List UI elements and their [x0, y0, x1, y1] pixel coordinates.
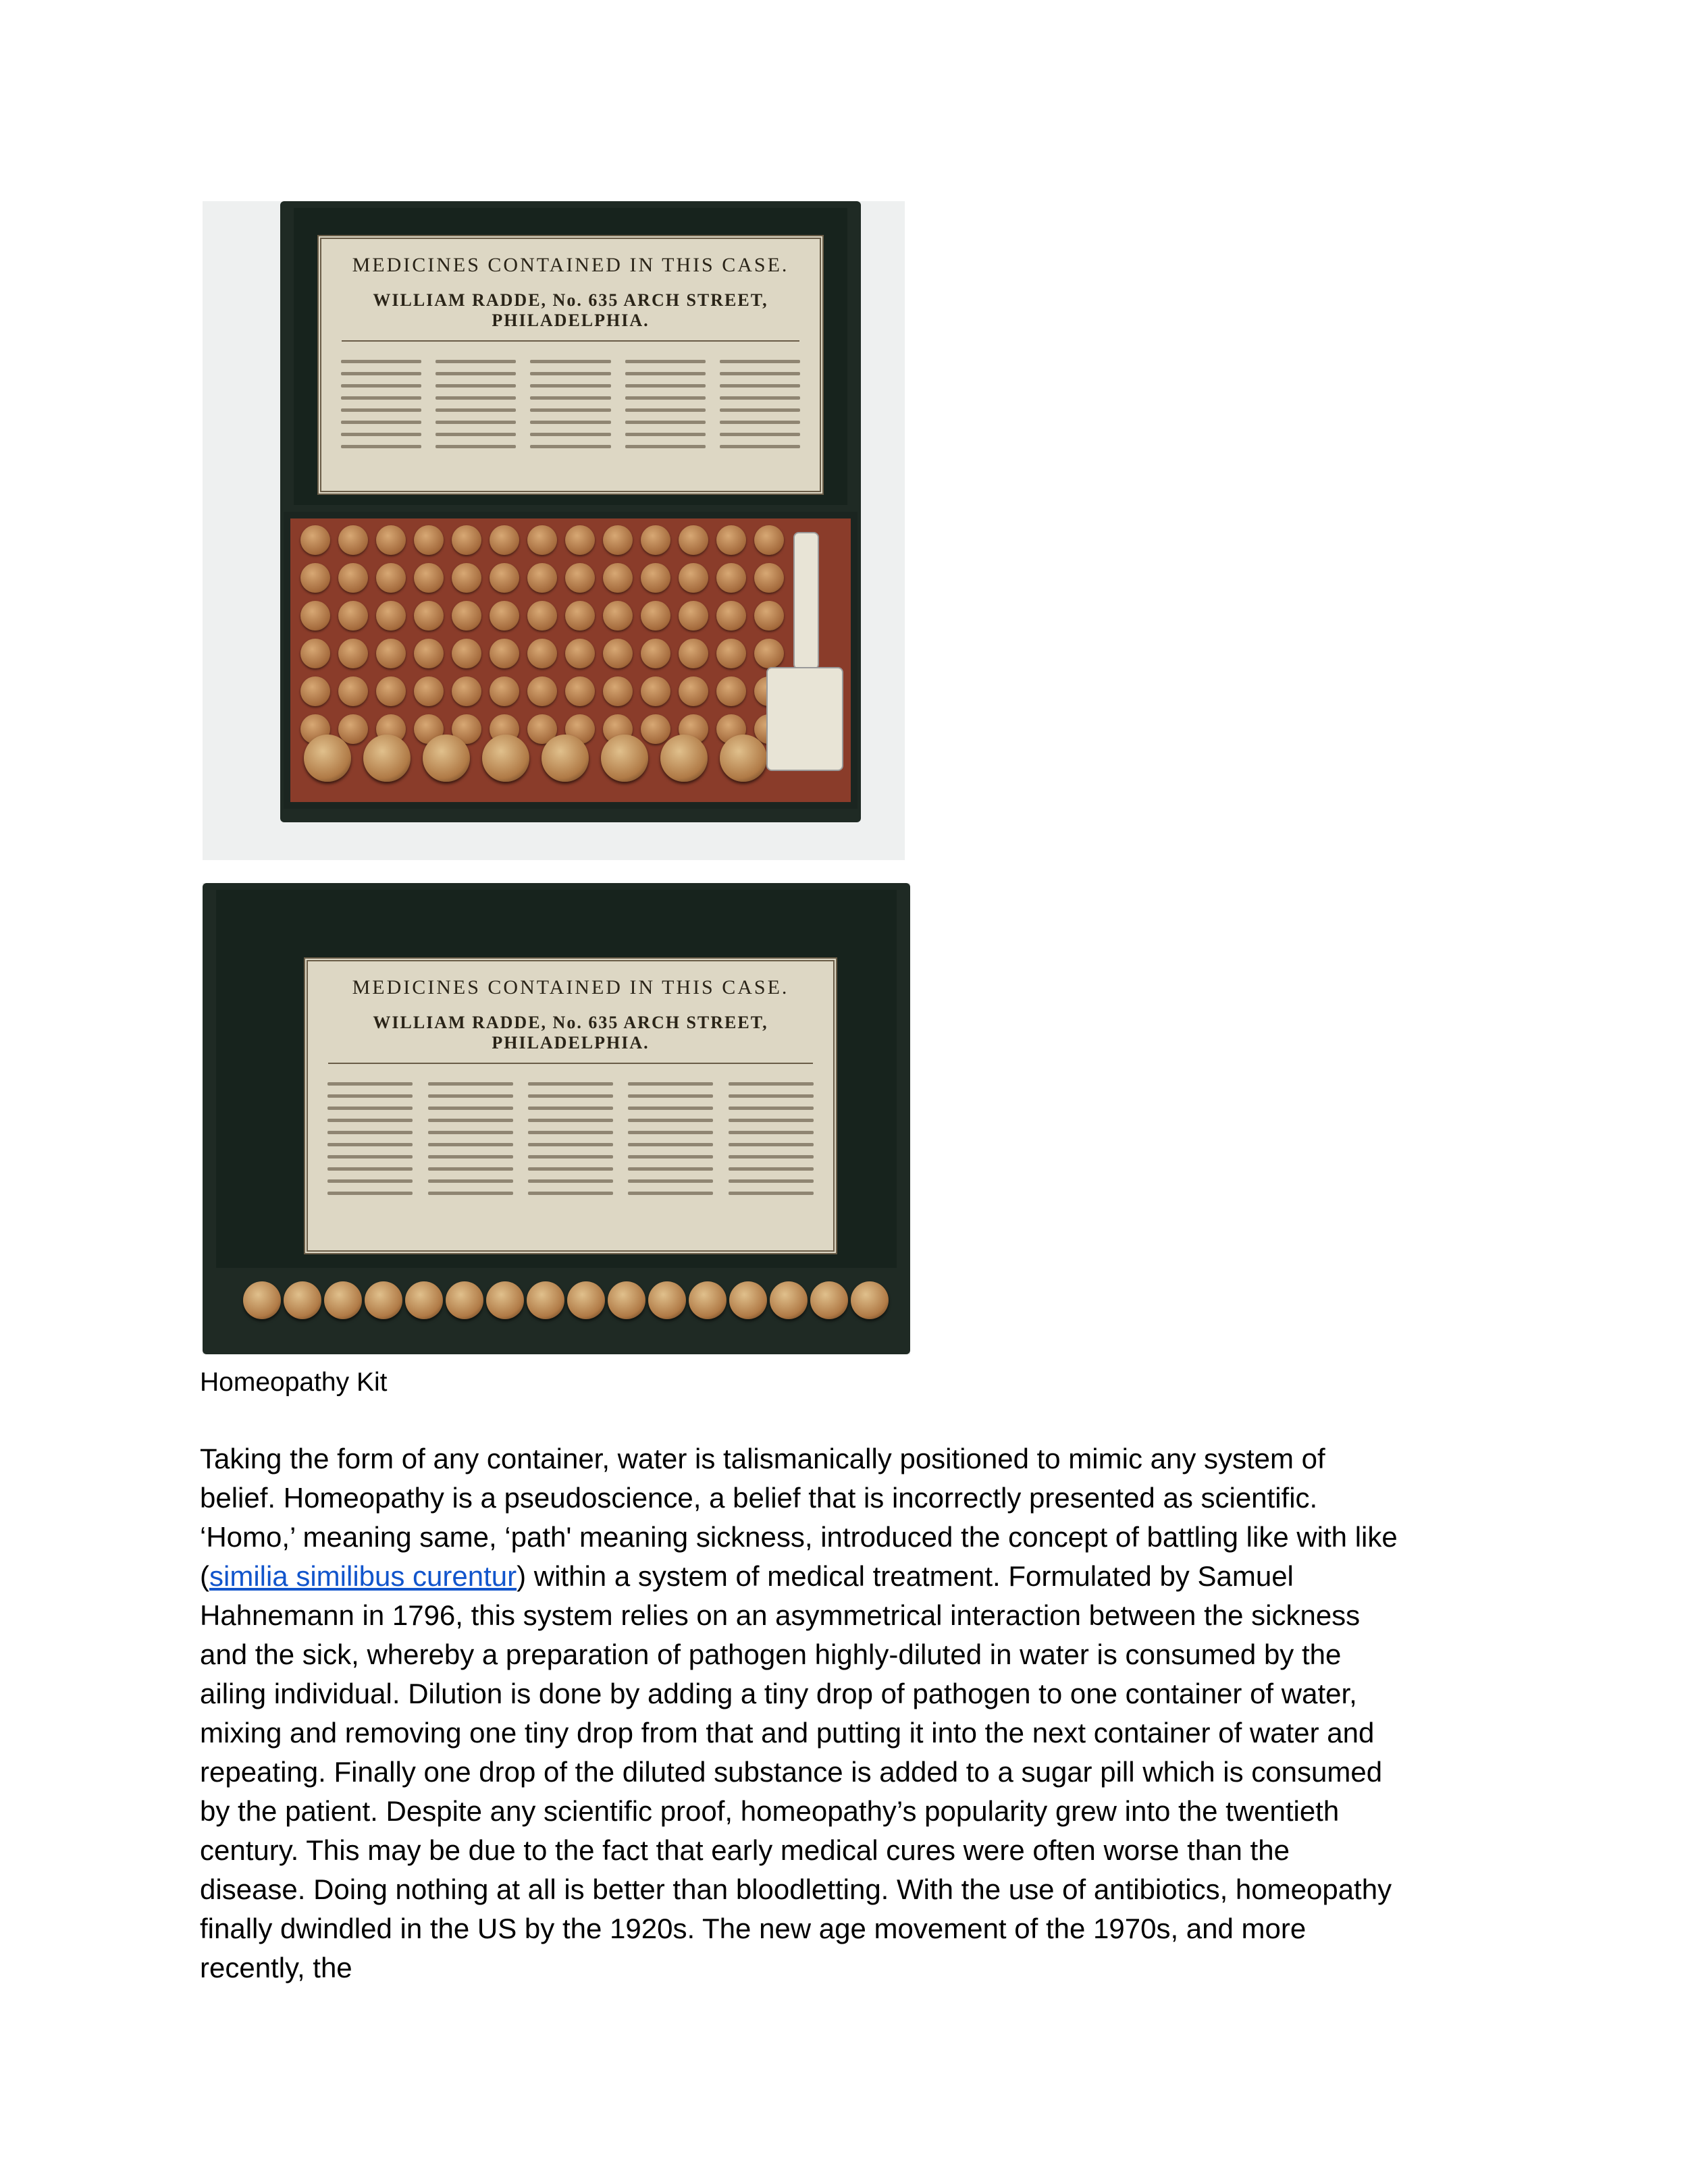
paragraph-line [200, 1557, 1496, 1596]
label-divider [342, 340, 799, 342]
medicine-label [317, 235, 824, 495]
paragraph-line: finally dwindled in the US by the 1920s. The new age movement of the 1970s, and more [200, 1913, 1307, 1944]
open-paren: ( [200, 1560, 209, 1592]
paragraph-line: mixing and removing one tiny drop from that and putting it into the next container of water and [200, 1717, 1375, 1749]
paragraph-line: century. This may be due to the fact that early medical cures were often worse than the [200, 1834, 1290, 1866]
label-medicine-list [308, 1073, 833, 1204]
label-medicine-list [321, 351, 820, 457]
paragraph-line: disease. Doing nothing at all is better than bloodletting. With the use of antibiotics, homeopathy [200, 1873, 1392, 1905]
paragraph-line: Hahnemann in 1796, this system relies on an asymmetrical interaction between the sickness [200, 1599, 1361, 1631]
body-paragraph [200, 1439, 1496, 1988]
label-subtitle: WILLIAM RADDE, No. 635 ARCH STREET, PHILADELPHIA. [373, 290, 768, 330]
glass-vial [793, 532, 819, 670]
homeopathy-kit-photo-open [203, 201, 905, 860]
cork-row [243, 1281, 887, 1319]
large-cork-row [304, 735, 770, 782]
paragraph-line: ‘Homo,’ meaning same, ‘path' meaning sickness, introduced the concept of battling like with like [200, 1521, 1398, 1553]
homeopathy-kit-photo-closeup [203, 883, 910, 1354]
label-title: MEDICINES CONTAINED IN THIS CASE. [352, 976, 789, 998]
similia-similibus-curentur-link[interactable]: similia similibus curentur [209, 1560, 517, 1592]
label-title: MEDICINES CONTAINED IN THIS CASE. [352, 254, 789, 276]
label-divider [328, 1063, 813, 1064]
label-subtitle: WILLIAM RADDE, No. 635 ARCH STREET, PHILADELPHIA. [373, 1013, 768, 1053]
paragraph-line: and the sick, whereby a preparation of pathogen highly-diluted in water is consumed by the [200, 1639, 1342, 1670]
paragraph-line: ailing individual. Dilution is done by adding a tiny drop of pathogen to one container of water, [200, 1678, 1357, 1709]
paragraph-line: repeating. Finally one drop of the diluted substance is added to a sugar pill which is consumed [200, 1756, 1383, 1788]
labeled-vial [766, 667, 843, 771]
paragraph-line: by the patient. Despite any scientific proof, homeopathy’s popularity grew into the twentieth [200, 1795, 1340, 1827]
paragraph-line: recently, the [200, 1952, 352, 1983]
cork-grid [300, 525, 787, 748]
paragraph-line: belief. Homeopathy is a pseudoscience, a belief that is incorrectly presented as scientific. [200, 1482, 1318, 1514]
paragraph-line-rest: ) within a system of medical treatment. Formulated by Samuel [517, 1560, 1294, 1592]
image-caption: Homeopathy Kit [200, 1368, 388, 1397]
paragraph-line: Taking the form of any container, water is talismanically positioned to mimic any system of [200, 1443, 1325, 1474]
medicine-label [304, 957, 837, 1254]
